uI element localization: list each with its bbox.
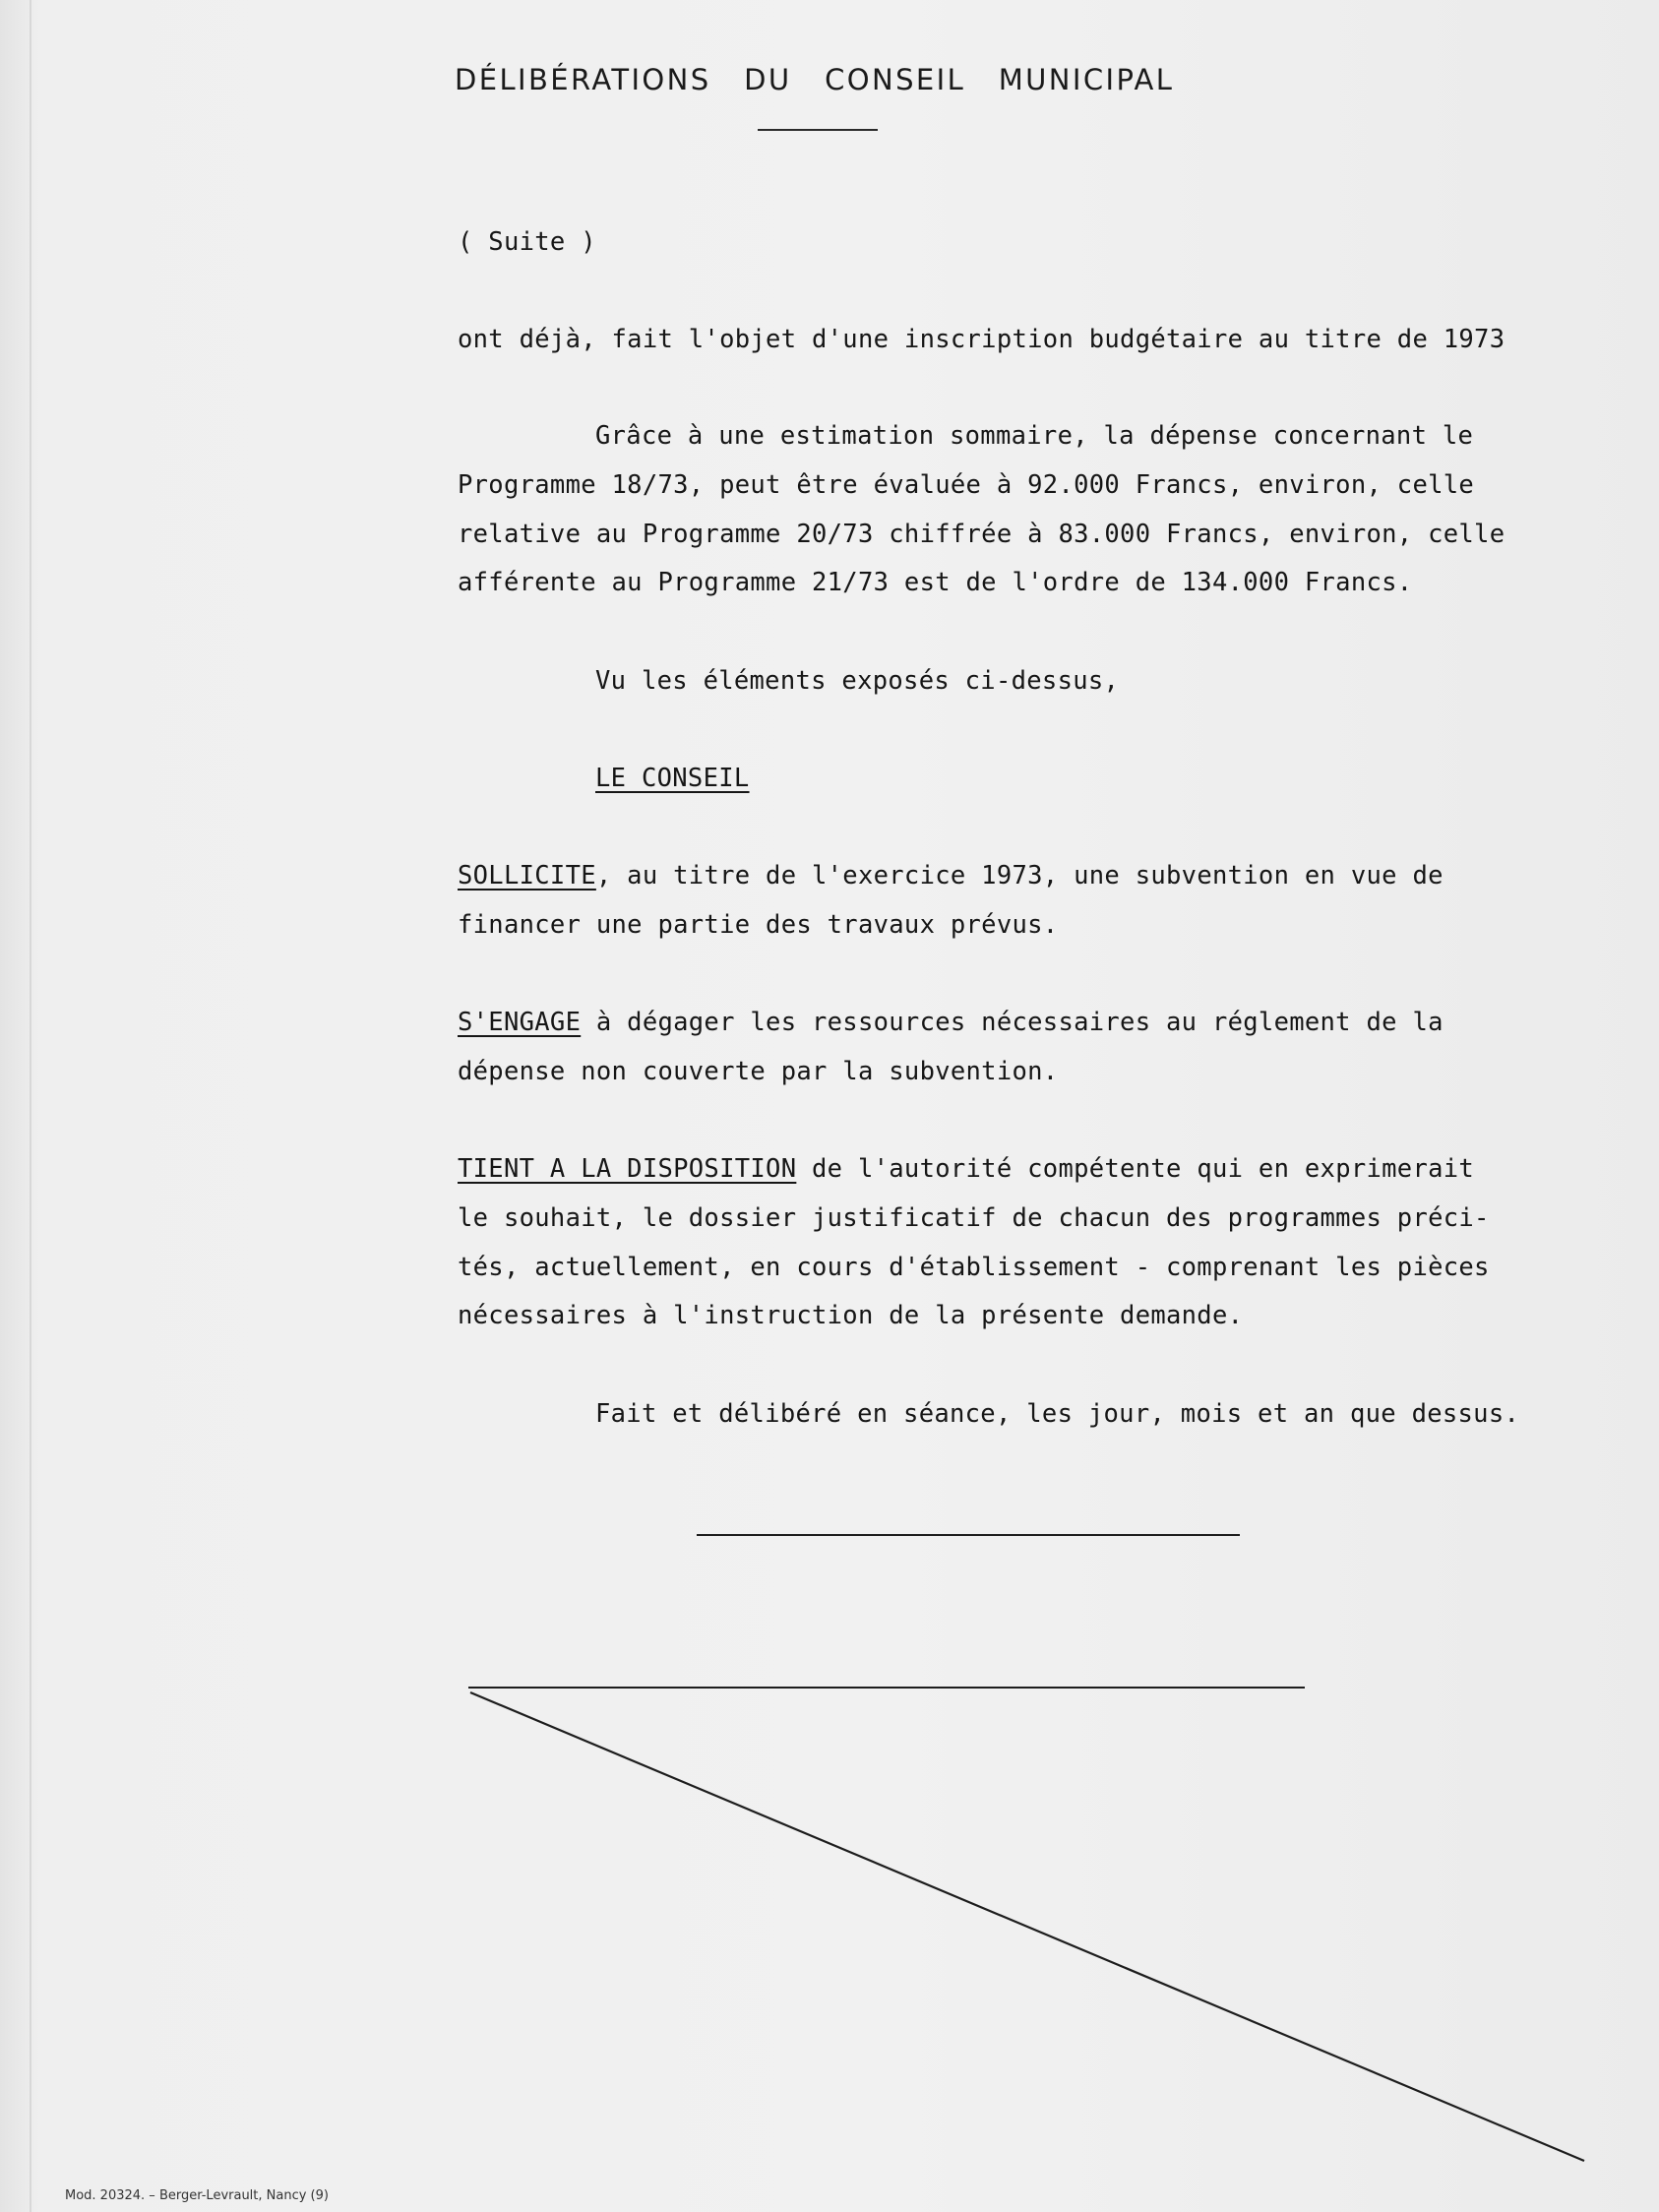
- sengage-line-1: S'ENGAGE à dégager les ressources nécessaires au réglement de la: [458, 1008, 1444, 1037]
- estimate-line-1: Grâce à une estimation sommaire, la dépense concernant le: [595, 421, 1474, 451]
- estimate-line-2: Programme 18/73, peut être évaluée à 92.000 Francs, environ, celle: [458, 470, 1475, 500]
- tient-line-2: le souhait, le dossier justificatif de chacun des programmes préci-: [458, 1203, 1490, 1233]
- printer-imprint: Mod. 20324. – Berger-Levrault, Nancy (9): [65, 2188, 329, 2203]
- tient-line-4: nécessaires à l'instruction de la présente demande.: [458, 1301, 1244, 1330]
- sengage-line-2: dépense non couverte par la subvention.: [458, 1057, 1059, 1086]
- suite-label: ( Suite ): [458, 227, 596, 257]
- continuation-line: ont déjà, fait l'objet d'une inscription budgétaire au titre de 1973: [458, 325, 1505, 354]
- document-title: DÉLIBÉRATIONS DU CONSEIL MUNICIPAL: [455, 63, 1175, 96]
- tient-keyword: TIENT A LA DISPOSITION: [458, 1154, 797, 1184]
- le-conseil-heading: LE CONSEIL: [595, 764, 750, 793]
- sollicite-line-1: SOLLICITE, au titre de l'exercice 1973, une subvention en vue de: [458, 861, 1444, 891]
- tient-line-1: TIENT A LA DISPOSITION de l'autorité compétente qui en exprimerait: [458, 1154, 1475, 1184]
- closing-line: Fait et délibéré en séance, les jour, mois et an que dessus.: [595, 1399, 1520, 1429]
- diagonal-stroke: [470, 1692, 1584, 2161]
- tient-line-3: tés, actuellement, en cours d'établissement - comprenant les pièces: [458, 1253, 1490, 1282]
- sollicite-line-2: financer une partie des travaux prévus.: [458, 910, 1059, 940]
- sengage-keyword: S'ENGAGE: [458, 1008, 582, 1037]
- vu-line: Vu les éléments exposés ci-dessus,: [595, 666, 1120, 696]
- estimate-line-4: afférente au Programme 21/73 est de l'ordre de 134.000 Francs.: [458, 568, 1413, 597]
- sollicite-keyword: SOLLICITE: [458, 861, 596, 891]
- estimate-line-3: relative au Programme 20/73 chiffrée à 83.000 Francs, environ, celle: [458, 520, 1505, 549]
